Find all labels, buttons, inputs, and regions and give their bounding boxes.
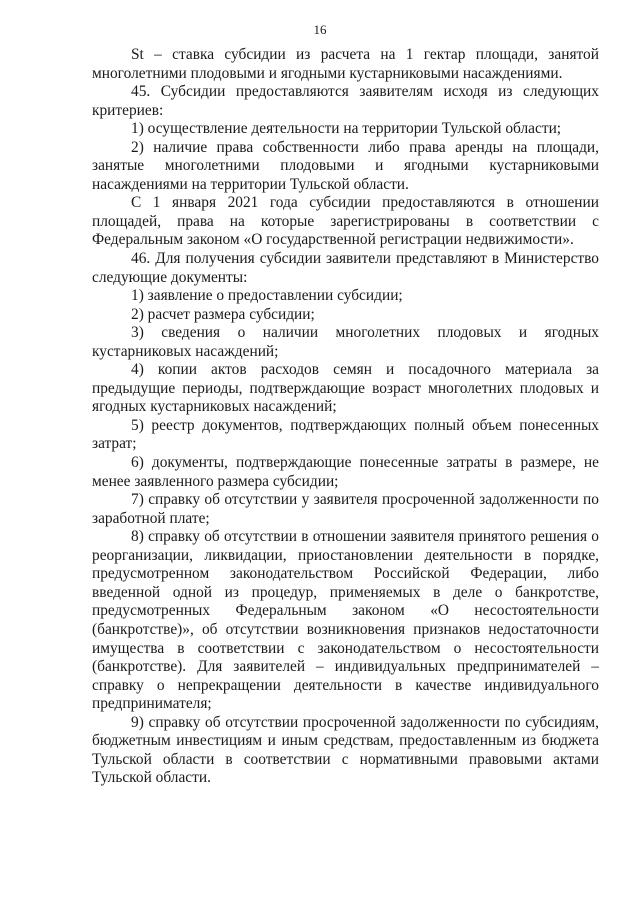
document-item-2: 2) расчет размера субсидии;: [131, 305, 315, 323]
criterion-2: 2) наличие права собственности либо права аренды на площади, занятые многолетними плодовыми и ягодными кустарниковыми насаждениями на территории Тульской области.: [92, 138, 599, 193]
paragraph-45-criteria-intro: 45. Субсидии предоставляются заявителям исходя из следующих критериев:: [92, 83, 599, 119]
document-item-9: 9) справку об отсутствии просроченной задолженности по субсидиям, бюджетным инвестициям и иным средствам, предоставленным из бюджета Тульской области в соответствии с нормативными правовыми актами Тульской области.: [92, 713, 599, 787]
document-body: [92, 46, 599, 788]
document-item-3: 3) сведения о наличии многолетних плодовых и ягодных кустарниковых насаждений;: [92, 324, 599, 360]
document-item-1: 1) заявление о предоставлении субсидии;: [131, 287, 403, 305]
document-item-5: 5) реестр документов, подтверждающих полный объем понесенных затрат;: [92, 416, 599, 453]
document-item-8: 8) справку об отсутствии в отношении заявителя принятого решения о реорганизации, ликвидации, приостановлении деятельности в порядке, предусмотренном законодательством Российской Федерации, либо введенной одной из процедур, применяемых в деле о банкротстве, предусмотренных Федеральным законом «О несостоятельности (банкротстве)», об отсутствии возникновения признаков недостаточности имущества в соответствии с законодательством о несостоятельности (банкротстве). Для заявителей – индивидуальных предпринимателей – справку о непрекращении деятельности в качестве индивидуального предпринимателя;: [92, 528, 599, 713]
paragraph-2021-registration: С 1 января 2021 года субсидии предоставляются в отношении площадей, права на которые зарегистрированы в соответствии с Федеральным законом «О государственной регистрации недвижимости».: [92, 194, 599, 249]
document-item-4: 4) копии актов расходов семян и посадочного материала за предыдущие периоды, подтверждающие возраст многолетних плодовых и ягодных кустарниковых насаждений;: [92, 361, 599, 416]
paragraph-46-documents-intro: 46. Для получения субсидии заявители представляют в Министерство следующие документы:: [92, 250, 599, 286]
page-number: 16: [313, 22, 327, 37]
paragraph-subsidy-rate-definition: St – ставка субсидии из расчета на 1 гектар площади, занятой многолетними плодовыми и ягодными кустарниковыми насаждениями.: [92, 46, 599, 82]
document-item-7: 7) справку об отсутствии у заявителя просроченной задолженности по заработной плате;: [92, 491, 599, 527]
criterion-1: 1) осуществление деятельности на территории Тульской области;: [131, 120, 562, 138]
document-item-6: 6) документы, подтверждающие понесенные затраты в размере, не менее заявленного размера субсидии;: [92, 454, 599, 490]
